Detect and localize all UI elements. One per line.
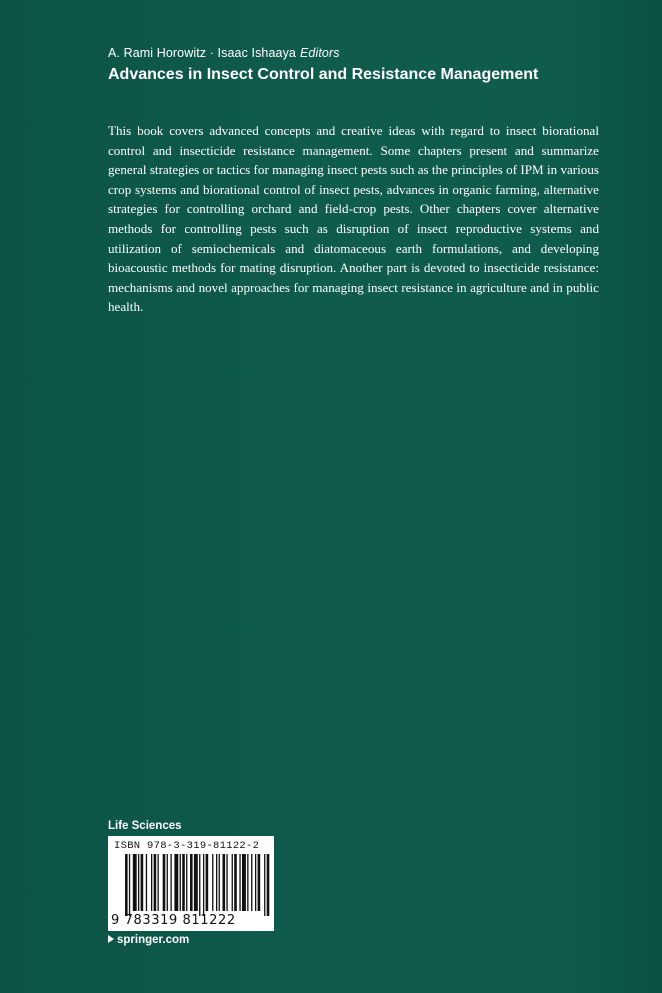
barcode-bar — [212, 854, 213, 911]
barcode-bar — [216, 854, 217, 911]
barcode-bar — [239, 854, 240, 911]
barcode-bar — [186, 854, 187, 911]
barcode-bar — [203, 854, 204, 916]
publisher-website[interactable] — [108, 934, 189, 946]
barcode-bar — [232, 854, 233, 911]
barcode-bar — [163, 854, 166, 911]
barcode-bar — [141, 854, 144, 911]
barcode-bar — [264, 854, 265, 916]
barcode-bar — [226, 854, 227, 911]
barcode-bar — [255, 854, 256, 911]
arrow-right-icon — [108, 935, 114, 943]
barcode-bar — [267, 854, 270, 916]
barcode-bar — [154, 854, 157, 911]
barcode-bar — [190, 854, 193, 911]
barcode-bar — [133, 854, 137, 911]
barcode-bar — [171, 854, 172, 911]
barcode-bar — [174, 854, 178, 911]
barcode-bar — [151, 854, 152, 911]
barcode-bar — [146, 854, 147, 911]
barcode-bar — [138, 854, 139, 911]
subject-category: Life Sciences — [108, 820, 182, 832]
barcode-bar — [251, 854, 252, 911]
barcode-bar — [219, 854, 220, 911]
isbn-label: ISBN 978-3-319-81122-2 — [114, 840, 260, 852]
isbn-barcode — [108, 836, 274, 931]
barcode-digits: 9 783319 811222 — [111, 913, 236, 928]
website-label: springer.com — [117, 934, 190, 946]
barcode-bar — [129, 854, 130, 916]
barcode-bar — [258, 854, 261, 911]
book-description: This book covers advanced concepts and creative ideas with regard to insect biorational control and insecticide resistance management. Some chapters present and summarize general strategies or tactics for managing insect pests such as the principles of IPM in various crop systems and biorational control of insect pests, advances in organic farming, alternative strategies for controlling orchard and field-crop pests. Other chapters cover alternative methods for controlling pests such as disruption of insect reproductive systems and utilization of semiochemicals and diatomaceous earth formulations, and developing bioacoustic methods for mating disruption. Another part is devoted to insecticide resistance: mechanisms and novel approaches for managing insect resistance in agriculture and in public health. — [108, 123, 599, 315]
barcode-bar — [167, 854, 168, 911]
barcode-bar — [199, 854, 200, 916]
barcode-bar — [234, 854, 237, 911]
book-title: Advances in Insect Control and Resistance Management — [108, 66, 539, 83]
barcode-bar — [247, 854, 248, 911]
barcode-bar — [182, 854, 185, 911]
editors-role: Editors — [299, 46, 340, 60]
barcode-bar — [194, 854, 198, 911]
barcode-bar — [223, 854, 226, 911]
barcode-bar — [206, 854, 209, 911]
editors-line — [108, 46, 340, 60]
editor-names: A. Rami Horowitz · Isaac Ishaaya — [108, 46, 296, 60]
barcode-bar — [180, 854, 181, 911]
barcode-bar — [158, 854, 159, 911]
barcode-bar — [242, 854, 246, 911]
barcode-bar — [125, 854, 128, 916]
